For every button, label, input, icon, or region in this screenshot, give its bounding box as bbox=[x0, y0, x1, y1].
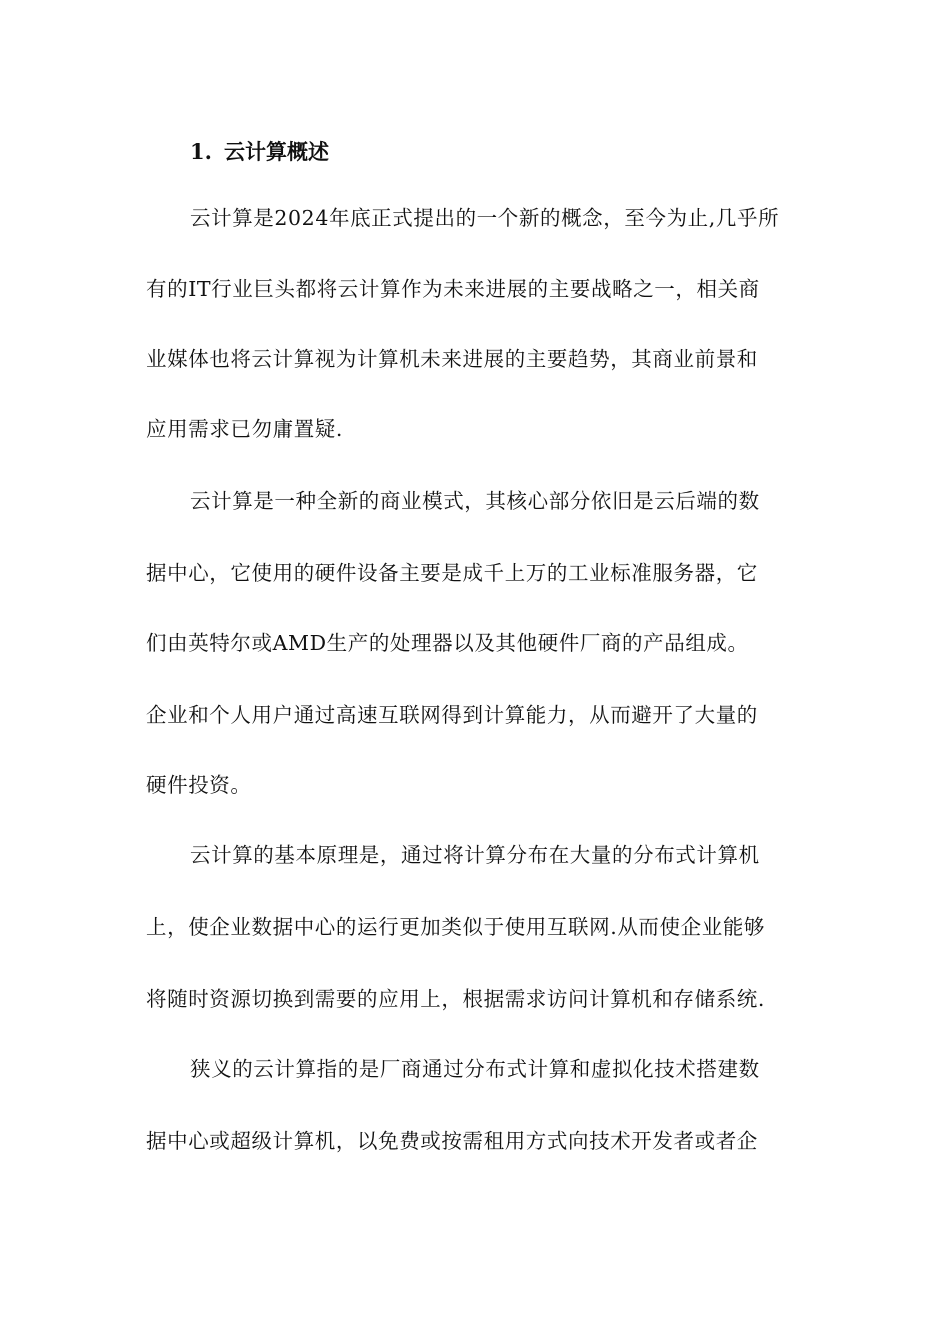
paragraph-2-line-5: 硬件投资。 bbox=[146, 773, 252, 797]
paragraph-4-line-2: 据中心或超级计算机，以免费或按需租用方式向技术开发者或者企 bbox=[146, 1129, 758, 1153]
section-number: 1. bbox=[190, 139, 212, 164]
paragraph-1-line-3: 业媒体也将云计算视为计算机未来进展的主要趋势，其商业前景和 bbox=[146, 347, 758, 371]
paragraph-3-line-3: 将随时资源切换到需要的应用上，根据需求访问计算机和存储系统. bbox=[146, 987, 766, 1011]
paragraph-1-line-2: 有的IT行业巨头都将云计算作为未来进展的主要战略之一，相关商 bbox=[146, 277, 760, 301]
paragraph-3-line-1: 云计算的基本原理是，通过将计算分布在大量的分布式计算机 bbox=[190, 843, 760, 867]
paragraph-1-line-4: 应用需求已勿庸置疑. bbox=[146, 417, 344, 441]
section-title: 云计算概述 bbox=[224, 139, 329, 164]
paragraph-3-line-2: 上，使企业数据中心的运行更加类似于使用互联网.从而使企业能够 bbox=[146, 915, 766, 939]
paragraph-1-line-1: 云计算是2024年底正式提出的一个新的概念，至今为止,几乎所 bbox=[190, 206, 780, 230]
paragraph-2-line-2: 据中心，它使用的硬件设备主要是成千上万的工业标准服务器，它 bbox=[146, 561, 758, 585]
paragraph-4-line-1: 狭义的云计算指的是厂商通过分布式计算和虚拟化技术搭建数 bbox=[190, 1057, 760, 1081]
paragraph-2-line-4: 企业和个人用户通过高速互联网得到计算能力，从而避开了大量的 bbox=[146, 703, 758, 727]
paragraph-2-line-3: 们由英特尔或AMD生产的处理器以及其他硬件厂商的产品组成。 bbox=[146, 631, 749, 655]
paragraph-2-line-1: 云计算是一种全新的商业模式，其核心部分依旧是云后端的数 bbox=[190, 489, 760, 513]
section-heading bbox=[190, 134, 329, 170]
